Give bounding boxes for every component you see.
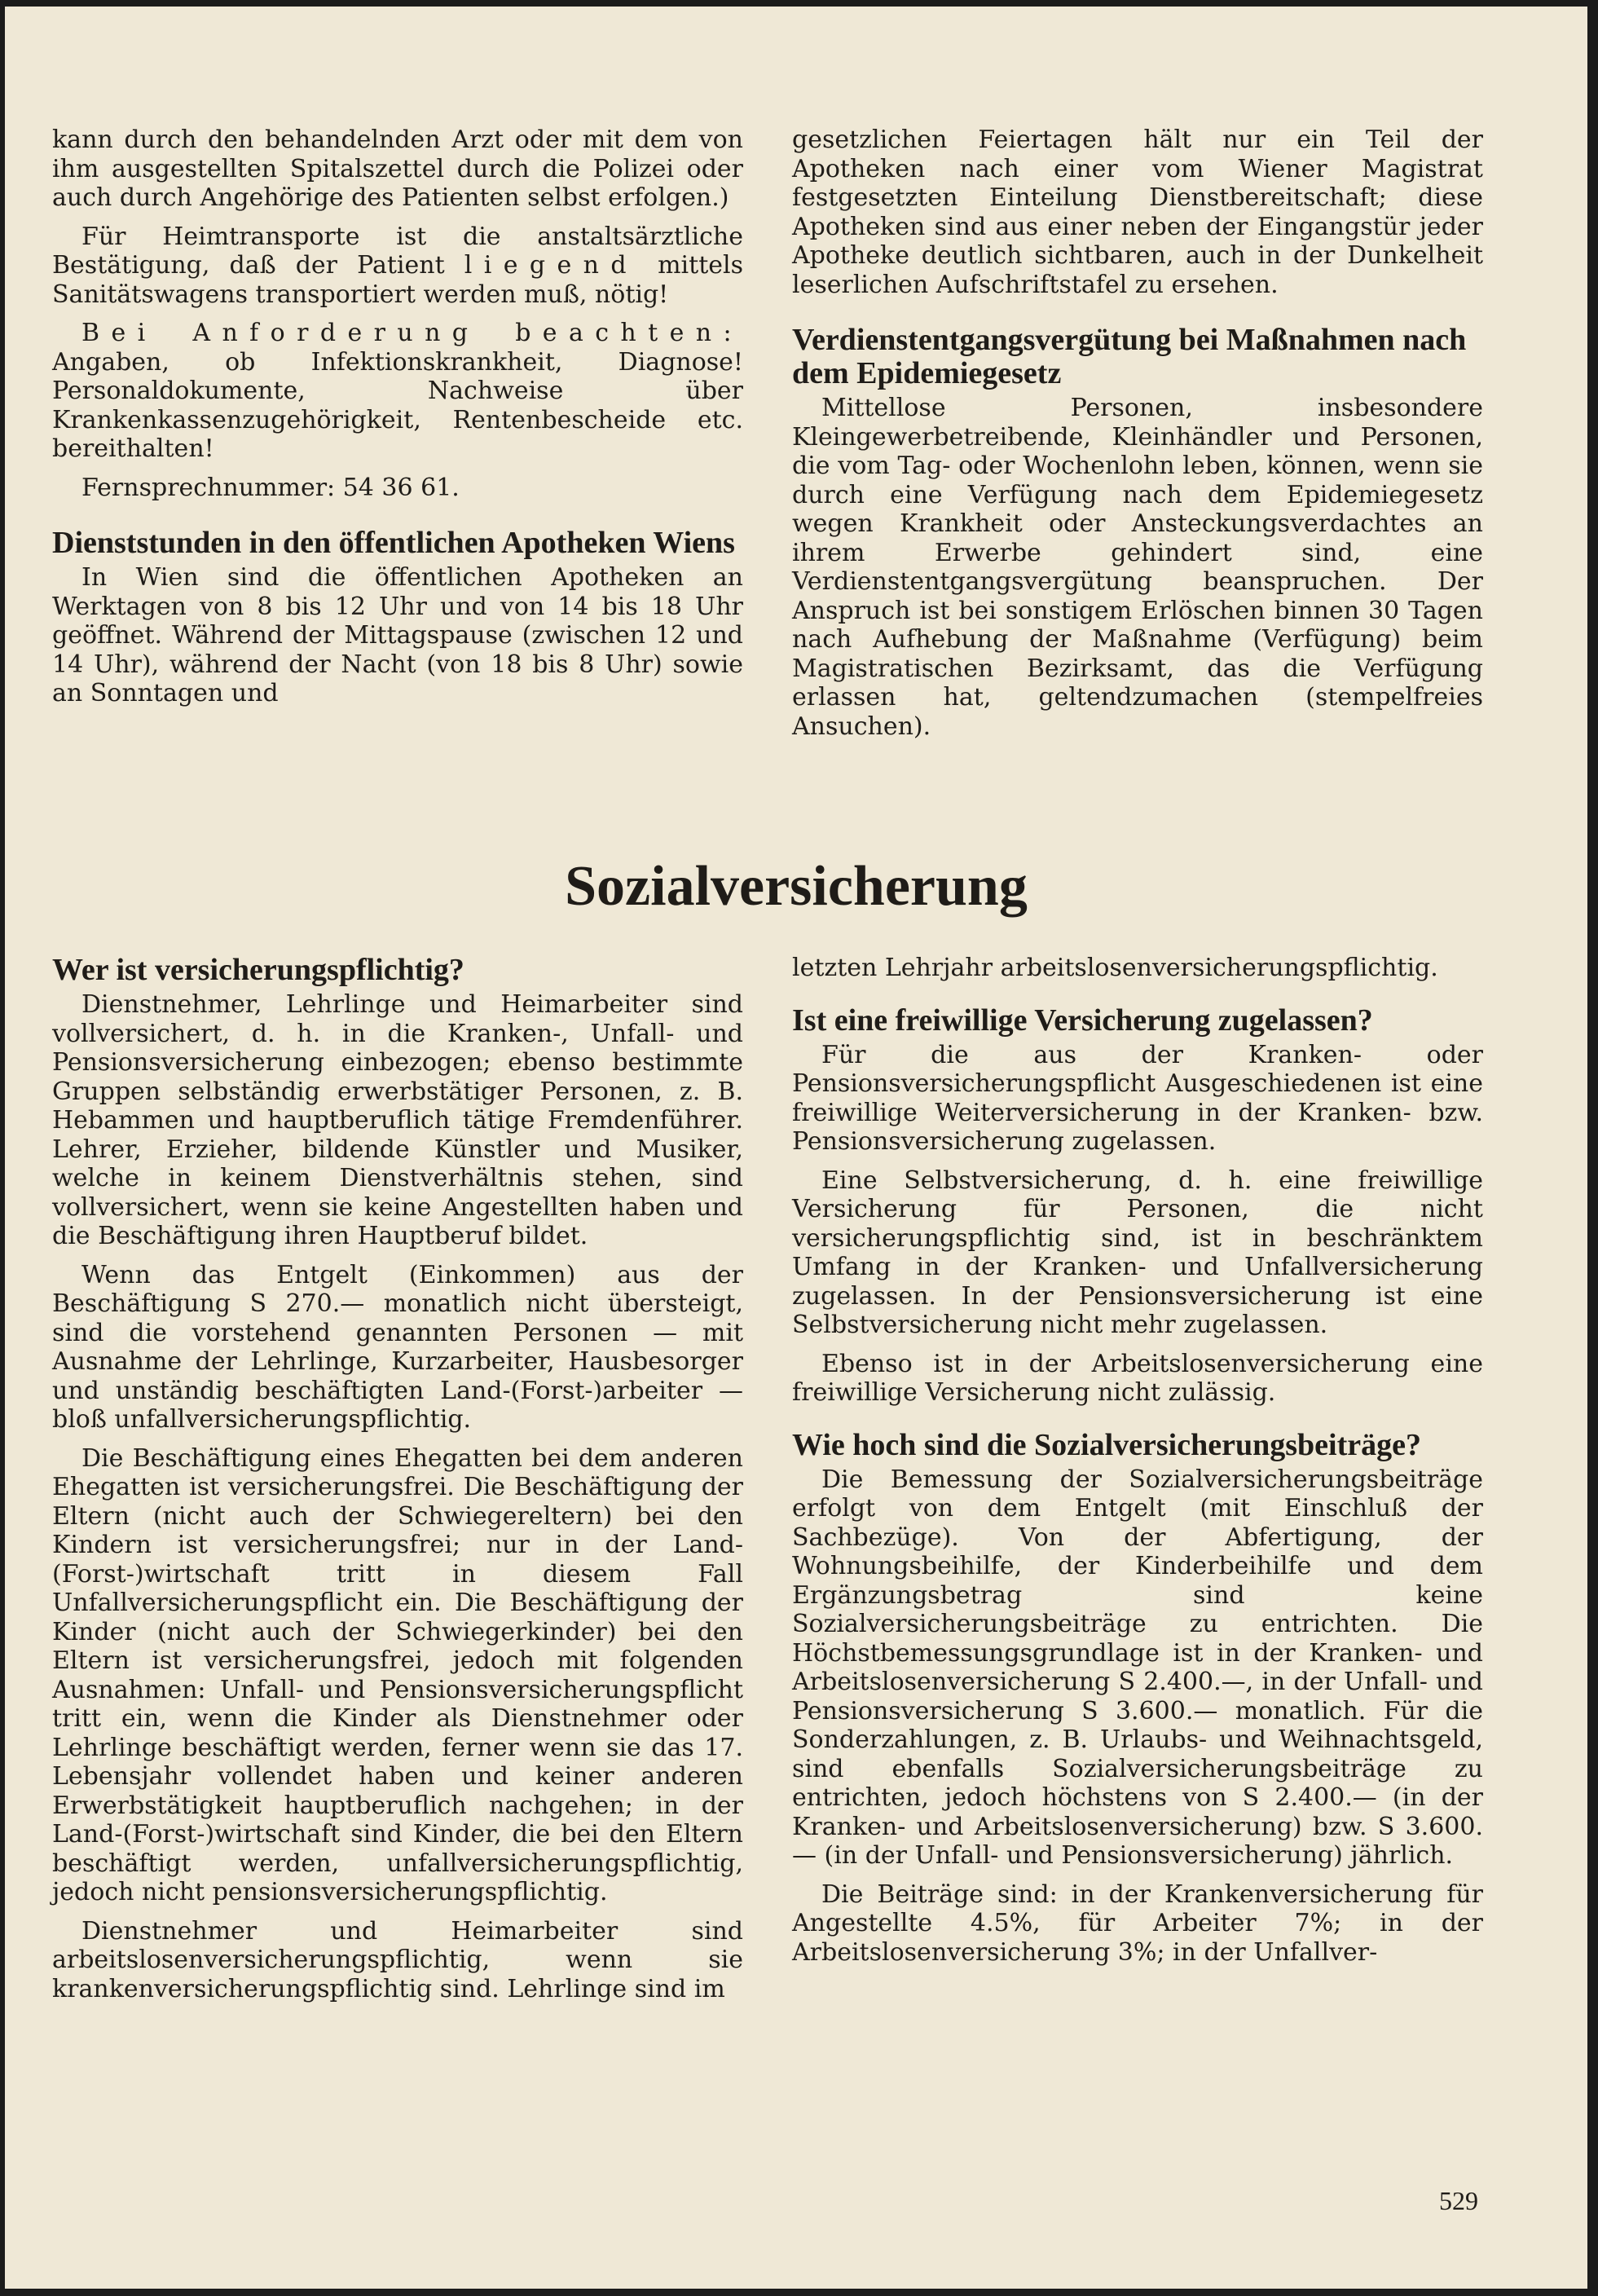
top-left-column [52,126,743,718]
paragraph: Für Heimtransporte ist die anstaltsärztliche Bestätigung, daß der Patient liegend mittels Sanitätswagens transportiert werden muß, nötig! [52,222,744,309]
section-heading: Wer ist versicherungspflichtig? [52,953,464,987]
paragraph: Wenn das Entgelt (Einkommen) aus der Beschäftigung S 270.— monatlich nicht übersteigt, sind die vorstehend genannten Personen — mit Ausnahme der Lehrlinge, Kurzarbeiter, Hausbesorger und unständig beschäftigten Land-(Forst-)arbeiter — bloß unfallversicherungspflichtig. [52,1260,743,1434]
document-page [5,7,1587,2289]
paragraph: kann durch den behandelnden Arzt oder mit dem von ihm ausgestellten Spitalszettel durch die Polizei oder auch durch Angehörige des Patienten selbst erfolgen.) [52,126,743,212]
paragraph: Ebenso ist in der Arbeitslosenversicherung eine freiwillige Versicherung nicht zulässig. [792,1349,1483,1407]
phone-number-line: Fernsprechnummer: 54 36 61. [81,473,460,502]
paragraph: Die Beiträge sind: in der Krankenversicherung für Angestellte 4.5%, für Arbeiter 7%; in der Arbeitslosenversicherung 3%; in der Unfallver- [792,1880,1483,1967]
bottom-right-column [792,954,1483,1976]
paragraph: Bei Anforderung beachten: Angaben, ob Infektionskrankheit, Diagnose! Personaldokumente, Nachweise über Krankenkassenzugehörigkeit, Rentenbescheide etc. bereithalten! [52,319,743,463]
section-heading: Ist eine freiwillige Versicherung zugelassen? [792,1003,1373,1038]
paragraph: gesetzlichen Feiertagen hält nur ein Teil der Apotheken nach einer vom Wiener Magistrat festgesetzten Einteilung Dienstbereitschaft; diese Apotheken sind aus einer neben der Eingangstür jeder Apotheke deutlich sichtbaren, auch in der Dunkelheit leserlichen Aufschriftstafel zu ersehen. [792,126,1483,299]
section-title: Sozialversicherung [565,855,1028,918]
section-heading: Wie hoch sind die Sozialversicherungsbeiträge? [792,1427,1421,1462]
section-heading: Dienststunden in den öffentlichen Apotheken Wiens [52,526,735,560]
top-right-column [792,126,1483,751]
paragraph: Die Beschäftigung eines Ehegatten bei dem anderen Ehegatten ist versicherungsfrei. Die Beschäftigung der Eltern (nicht auch der Schwiegereltern) bei den Kindern ist versicherungsfrei; nur in der Land-(Forst-)wirtschaft tritt in diesem Fall Unfallversicherungspflicht ein. Die Beschäftigung der Kinder (nicht auch der Schwiegerkinder) bei den Eltern ist versicherungsfrei, jedoch mit folgenden Ausnahmen: Unfall- und Pensionsversicherungspflicht tritt ein, wenn die Kinder als Dienstnehmer oder Lehrlinge beschäftigt werden, ferner wenn sie das 17. Lebensjahr vollendet haben und keiner anderen Erwerbstätigkeit hauptberuflich nachgehen; in der Land-(Forst-)wirtschaft sind Kinder, die bei den Eltern beschäftigt werden, unfallversicherungspflichtig, jedoch nicht pensionsversicherungspflichtig. [52,1443,743,1906]
bottom-left-column [52,954,743,2013]
paragraph: Dienstnehmer, Lehrlinge und Heimarbeiter sind vollversichert, d. h. in die Kranken-, Unfall- und Pensionsversicherung einbezogen; ebenso bestimmte Gruppen selbständig erwerbstätiger Personen, z. B. Hebammen und hauptberuflich tätige Fremdenführer. Lehrer, Erzieher, bildende Künstler und Musiker, welche in keinem Dienstverhältnis stehen, sind vollversichert, wenn sie keine Angestellten haben und die Beschäftigung ihren Hauptberuf bildet. [52,990,743,1250]
paragraph: Eine Selbstversicherung, d. h. eine freiwillige Versicherung für Personen, die nicht versicherungspflichtig sind, ist in beschränktem Umfang in der Kranken- und Unfallversicherung zugelassen. In der Pensionsversicherung ist eine Selbstversicherung nicht mehr zugelassen. [792,1166,1483,1339]
paragraph: Dienstnehmer und Heimarbeiter sind arbeitslosenversicherungspflichtig, wenn sie krankenversicherungspflichtig sind. Lehrlinge sind im [52,1916,743,2003]
paragraph: In Wien sind die öffentlichen Apotheken an Werktagen von 8 bis 12 Uhr und von 14 bis 18 Uhr geöffnet. Während der Mittagspause (zwischen 12 und 14 Uhr), während der Nacht (von 18 bis 8 Uhr) sowie an Sonntagen und [52,563,743,707]
paragraph: Für die aus der Kranken- oder Pensionsversicherungspflicht Ausgeschiedenen ist eine freiwillige Weiterversicherung in der Kranken- bzw. Pensionsversicherung zugelassen. [792,1040,1483,1156]
page-number: 529 [1439,2186,1478,2215]
paragraph: Die Bemessung der Sozialversicherungsbeiträge erfolgt von dem Entgelt (mit Einschluß der Sachbezüge). Von der Abfertigung, der Wohnungsbeihilfe, der Kinderbeihilfe und dem Ergänzungsbetrag sind keine Sozialversicherungsbeiträge zu entrichten. Die Höchstbemessungsgrundlage ist in der Kranken- und Arbeitslosenversicherung S 2.400.—, in der Unfall- und Pensionsversicherung S 3.600.— monatlich. Für die Sonderzahlungen, z. B. Urlaubs- und Weihnachtsgeld, sind ebenfalls Sozialversicherungsbeiträge zu entrichten, jedoch höchstens von S 2.400.— (in der Kranken- und Arbeitslosenversicherung) bzw. S 3.600.— (in der Unfall- und Pensionsversicherung) jährlich. [792,1465,1483,1870]
paragraph: letzten Lehrjahr arbeitslosenversicherungspflichtig. [792,954,1438,982]
paragraph: Mittellose Personen, insbesondere Kleingewerbetreibende, Kleinhändler und Personen, die vom Tag- oder Wochenlohn leben, können, wenn sie durch eine Verfügung nach dem Epidemiegesetz wegen Krankheit oder Ansteckungsverdachtes an ihrem Erwerbe gehindert sind, eine Verdienstentgangsvergütung beanspruchen. Der Anspruch ist bei sonstigem Erlöschen binnen 30 Tagen nach Aufhebung der Maßnahme (Verfügung) beim Magistratischen Bezirksamt, das die Verfügung erlassen hat, geltendzumachen (stempelfreies Ansuchen). [792,394,1483,741]
section-heading: Verdienstentgangsvergütung bei Maßnahmen nach dem Epidemiegesetz [792,323,1467,390]
